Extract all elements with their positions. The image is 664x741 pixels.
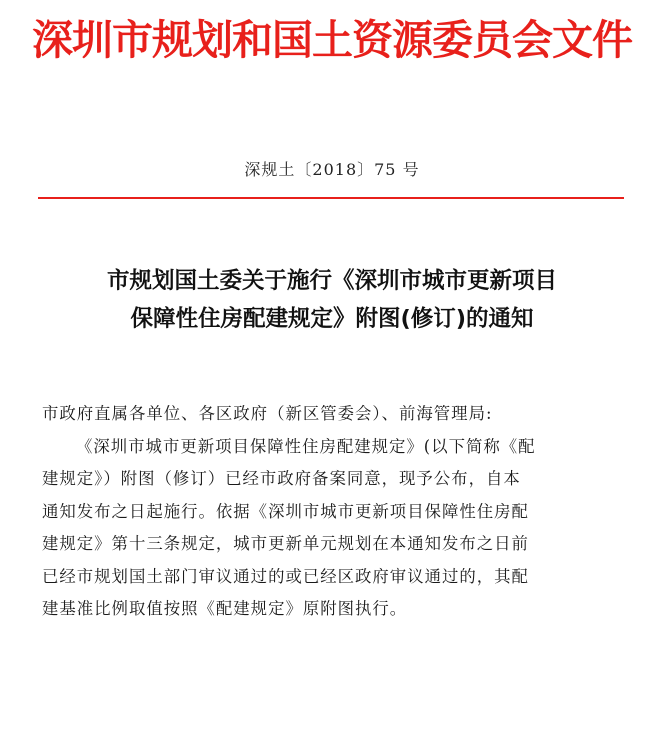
document-title <box>0 262 664 338</box>
title-line: 市规划国土委关于施行《深圳市城市更新项目 <box>106 268 557 294</box>
paragraph-line: 通知发布之日起施行。依据《深圳市城市更新项目保障性住房配 <box>42 501 529 521</box>
paragraph-line: 建基准比例取值按照《配建规定》原附图执行。 <box>42 599 408 618</box>
document-number: 深规土〔2018〕75 号 <box>244 160 420 179</box>
paragraph-line: 建规定》第十三条规定，城市更新单元规划在本通知发布之日前 <box>42 534 529 553</box>
paragraph-line: 建规定》）附图（修订）已经市政府备案同意，现予公布，自本 <box>42 469 521 488</box>
red-divider-line <box>38 197 624 199</box>
title-line: 保障性住房配建规定》附图(修订)的通知 <box>130 306 534 332</box>
paragraph-line: 《深圳市城市更新项目保障性住房配建规定》(以下简称《配 <box>76 436 536 456</box>
document-body <box>42 398 634 626</box>
paragraph-line: 已经市规划国土部门审议通过的或已经区政府审议通过的，其配 <box>42 566 529 586</box>
document-header: 深圳市规划和国土资源委员会文件 <box>32 16 632 64</box>
salutation: 市政府直属各单位、各区政府（新区管委会）、前海管理局: <box>42 404 493 423</box>
